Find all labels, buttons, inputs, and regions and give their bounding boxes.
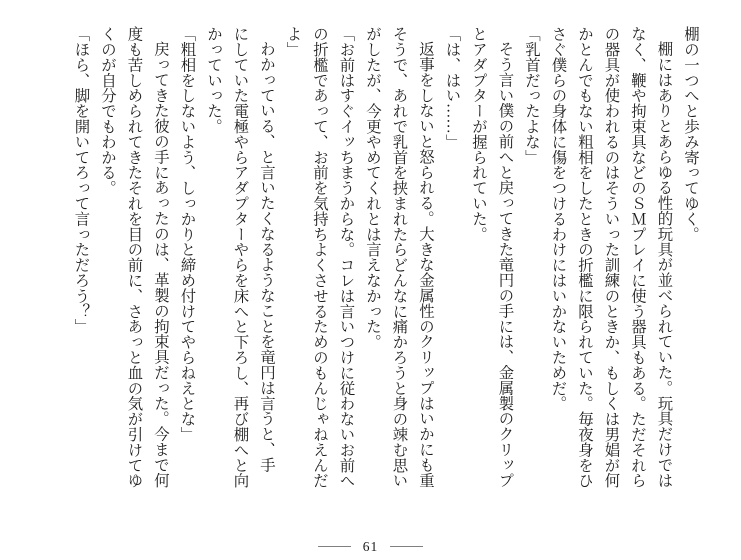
text-column: がしたが、今更やめてくれとは言えなかった。: [364, 26, 381, 350]
text-columns: [67, 26, 703, 496]
text-column: とアダプターが握られていた。: [470, 26, 487, 242]
text-column: 返事をしないと怒られる。大きな金属性のクリップはいかにも重: [417, 41, 434, 488]
page-footer: [0, 540, 741, 554]
text-column: かっていった。: [205, 26, 222, 134]
text-column: 棚の一つへと歩み寄ってゆく。: [682, 26, 699, 242]
text-column: 「ほら、脚を開いてろって言っただろう？」: [72, 26, 90, 334]
text-column: 戻ってきた彼の手にあったのは、革製の拘束具だった。今まで何: [152, 41, 169, 488]
text-column: 棚にはありとあらゆる性的玩具が並べられていた。玩具だけでは: [655, 41, 673, 488]
text-column: わかっている、と言いたくなるようなことを竜円は言うと、手: [258, 41, 275, 473]
page-number: 61: [362, 538, 379, 554]
text-column: 度も苦しめられてきたそれを目の前に、さあっと血の気が引けてゆ: [125, 26, 143, 488]
text-column: よ」: [284, 26, 302, 57]
text-column: そうで、あれで乳首を挟まれたらどんなに痛かろうと身の竦む思い: [390, 26, 408, 488]
text-column: にしていた電極やらアダプターやらを床へと下ろし、再び棚へと向: [231, 26, 249, 488]
text-column: かとんでもない粗相をしたときの折檻に限られていた。毎夜身をひ: [576, 26, 593, 488]
footer-rule-left: [318, 546, 351, 548]
text-column: くのが自分でもわかる。: [99, 26, 116, 196]
text-column: 「乳首だったよな」: [523, 26, 540, 165]
text-column: そう言い僕の前へと戻ってきた竜円の手には、金属製のクリップ: [496, 41, 514, 488]
text-column: なく、鞭や拘束具などのＳＭプレイに使う器具もある。ただそれら: [629, 26, 646, 488]
text-column: さぐ僕らの身体に傷をつけるわけにはいかないためだ。: [549, 26, 567, 411]
text-column: 「粗相をしないよう、しっかりと締め付けてやらねえとな」: [178, 26, 196, 442]
text-column: の折檻であって、お前を気持ちよくさせるためのもんじゃねえんだ: [311, 26, 328, 488]
text-column: の器具が使われるのはそういった訓練のときか、もしくは男娼が何: [602, 26, 620, 488]
text-column: 「お前はすぐイッちまうからな。コレは言いつけに従わないお前へ: [337, 26, 355, 488]
text-column: 「は、はい……」: [443, 26, 461, 150]
footer-rule-right: [390, 546, 423, 548]
